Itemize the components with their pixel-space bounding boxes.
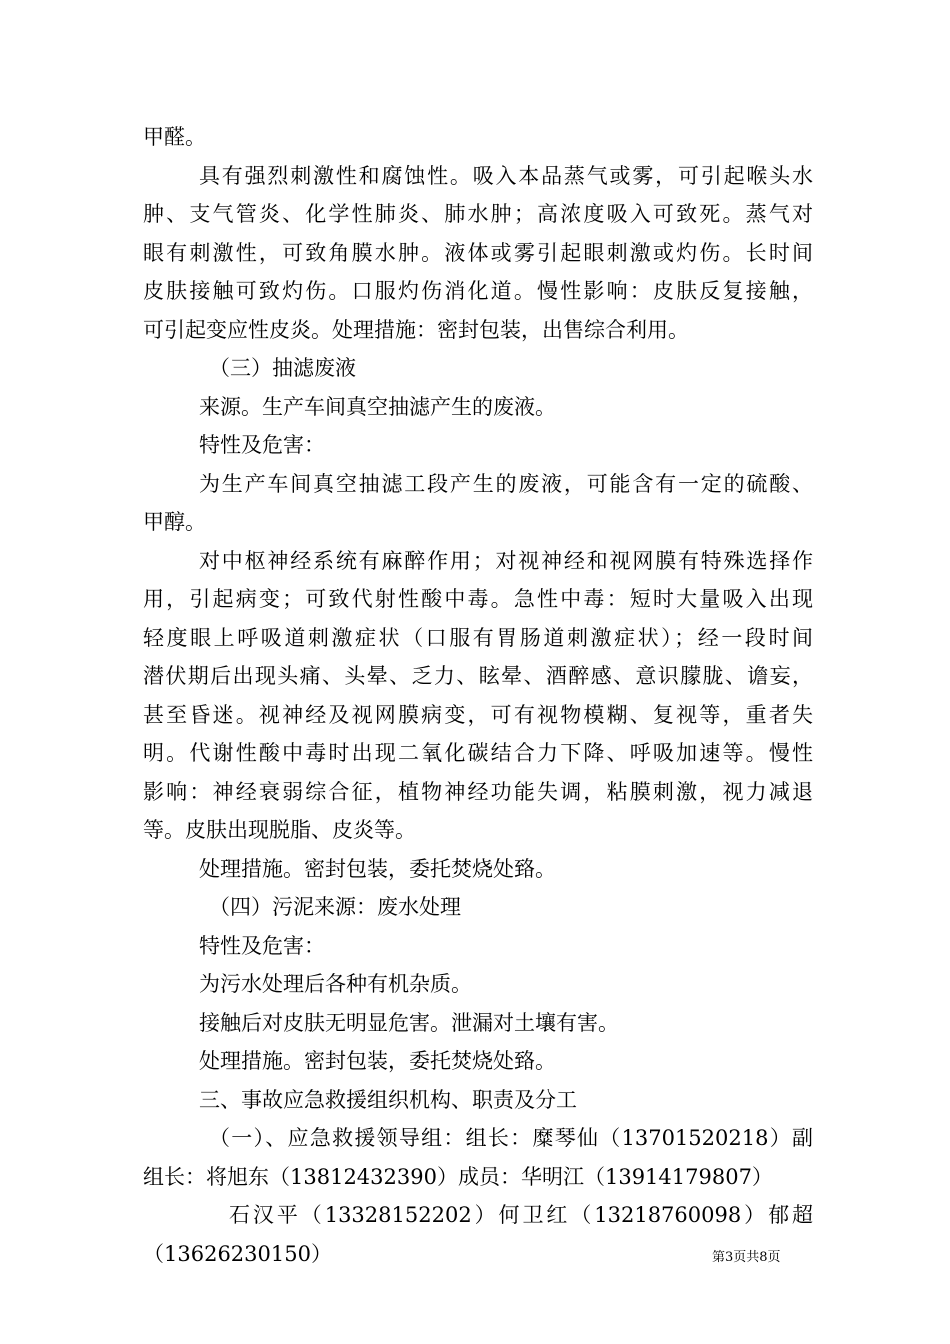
- text-line: 特性及危害：: [199, 933, 325, 958]
- document-body: [143, 118, 813, 1273]
- section-heading: 三、事故应急救援组织机构、职责及分工: [199, 1087, 577, 1112]
- text-line: 轻度眼上呼吸道刺激症状（口服有胃肠道刺激症状）；经一段时间: [143, 625, 813, 650]
- text-line: 特性及危害：: [199, 433, 325, 457]
- section-heading: （三）抽滤废液: [209, 356, 356, 380]
- page-number: 第3页共8页: [712, 1250, 781, 1265]
- text-line: 肿、支气管炎、化学性肺炎、肺水肿；高浓度吸入可致死。蒸气对: [143, 202, 813, 226]
- text-line: 甚至昏迷。视神经及视网膜病变，可有视物模糊、复视等，重者失: [143, 702, 813, 727]
- text-line: 石汉平（13328152202）何卫红（13218760098）郁超: [229, 1203, 813, 1227]
- text-line: 具有强烈刺激性和腐蚀性。吸入本品蒸气或雾，可引起喉头水: [199, 163, 813, 188]
- text-line: 处理措施。密封包装，委托焚烧处臵。: [199, 856, 556, 881]
- text-line: （13626230150）: [143, 1241, 332, 1266]
- section-heading: （四）污泥来源：废水处理: [209, 895, 461, 919]
- text-line: 可引起变应性皮炎。处理措施：密封包装，出售综合利用。: [143, 317, 689, 342]
- text-line: 皮肤接触可致灼伤。口服灼伤消化道。慢性影响：皮肤反复接触，: [143, 279, 813, 303]
- text-line: 明。代谢性酸中毒时出现二氧化碳结合力下降、呼吸加速等。慢性: [143, 741, 813, 765]
- text-line: 用，引起病变；可致代射性酸中毒。急性中毒：短时大量吸入出现: [143, 587, 813, 611]
- text-line: 接触后对皮肤无明显危害。泄漏对土壤有害。: [199, 1010, 619, 1035]
- text-line: （一）、应急救援领导组：组长：糜琴仙（13701520218）副: [209, 1126, 813, 1150]
- text-line: 甲醛。: [143, 125, 206, 149]
- text-line: 影响：神经衰弱综合征，植物神经功能失调，粘膜刺激，视力减退: [143, 779, 813, 804]
- text-line: 组长：将旭东（13812432390）成员：华明江（13914179807）: [143, 1164, 773, 1189]
- text-line: 等。皮肤出现脱脂、皮炎等。: [143, 818, 416, 842]
- text-line: 来源。生产车间真空抽滤产生的废液。: [199, 394, 556, 419]
- text-line: 对中枢神经系统有麻醉作用；对视神经和视网膜有特殊选择作: [199, 548, 813, 573]
- text-line: 眼有刺激性，可致角膜水肿。液体或雾引起眼刺激或灼伤。长时间: [143, 240, 813, 265]
- text-line: 处理措施。密封包装，委托焚烧处臵。: [199, 1049, 556, 1073]
- text-line: 甲醇。: [143, 510, 206, 534]
- text-line: 为污水处理后各种有机杂质。: [199, 972, 472, 996]
- text-line: 潜伏期后出现头痛、头晕、乏力、眩晕、酒醉感、意识朦胧、谵妄，: [143, 664, 813, 688]
- text-line: 为生产车间真空抽滤工段产生的废液，可能含有一定的硫酸、: [199, 471, 813, 496]
